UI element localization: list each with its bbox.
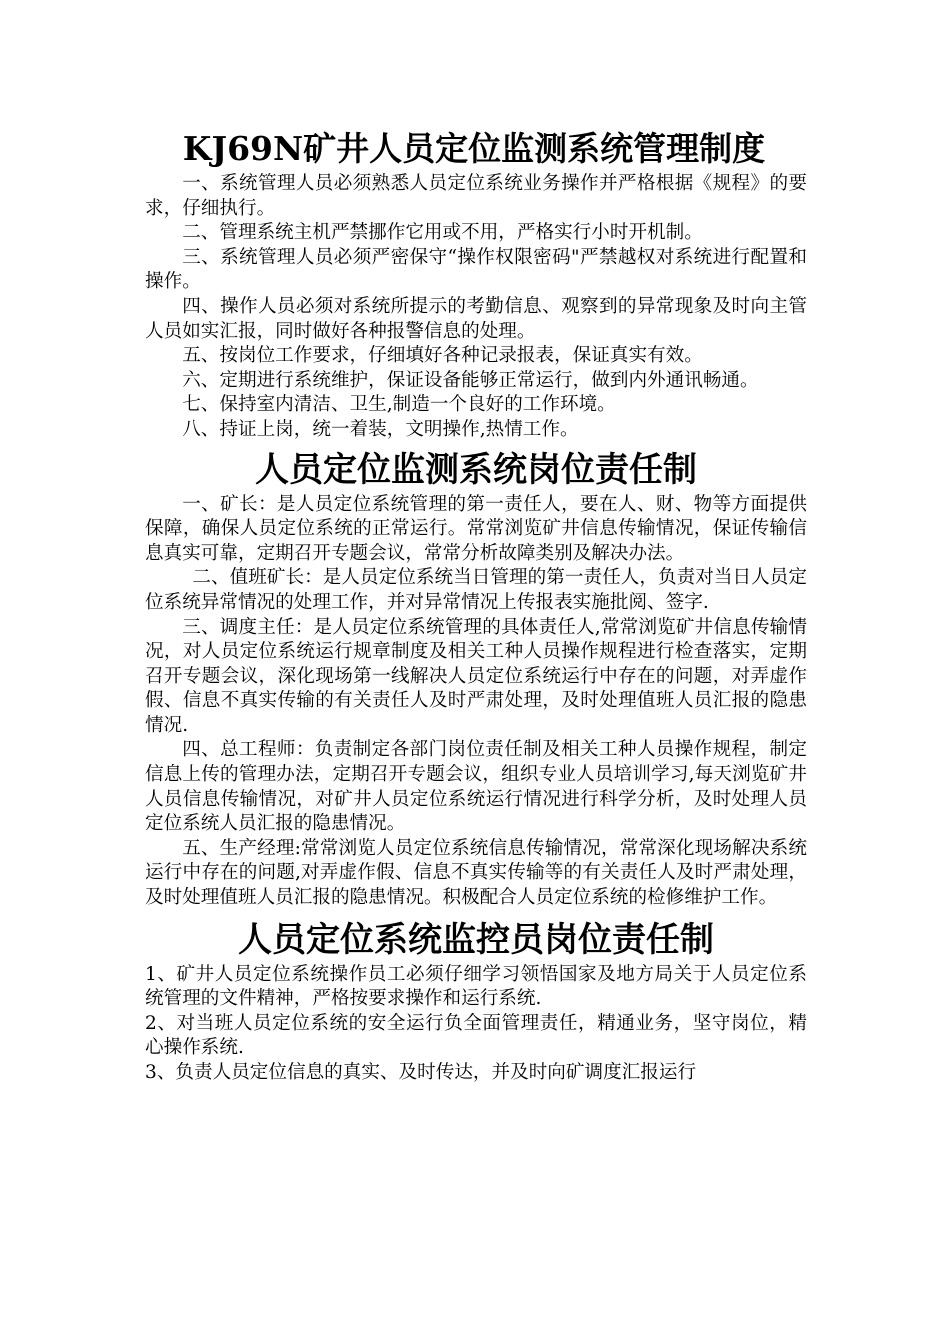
- rule-paragraph: 八、持证上岗，统一着装，文明操作,热情工作。: [182, 418, 579, 440]
- document-page: [145, 126, 807, 1086]
- duty-paragraph: 1、矿井人员定位系统操作员工必须仔细学习领悟国家及地方局关于人员定位系统管理的文件精神，严格按要求操作和运行系统.: [145, 963, 807, 1010]
- responsibility-paragraph: 四、总工程师：负责制定各部门岗位责任制及相关工种人员操作规程，制定信息上传的管理办法，定期召开专题会议，组织专业人员培训学习,每天浏览矿井人员信息传输情况，对矿井人员定位系统运行情况进行科学分析，及时处理人员定位系统人员汇报的隐患情况。: [145, 739, 807, 835]
- rule-paragraph: 二、管理系统主机严禁挪作它用或不用，严格实行小时开机制。: [182, 222, 703, 244]
- rule-paragraph: 五、按岗位工作要求，仔细填好各种记录报表，保证真实有效。: [182, 345, 703, 367]
- rule-paragraph: 六、定期进行系统维护，保证设备能够正常运行，做到内外通讯畅通。: [182, 369, 759, 391]
- management-rules-section: [145, 172, 807, 443]
- section-heading-post-responsibility: 人员定位监测系统岗位责任制: [255, 449, 697, 490]
- responsibility-paragraph: 二、值班矿长：是人员定位系统当日管理的第一责任人，负责对当日人员定位系统异常情况的处理工作，并对异常情况上传报表实施批阅、签字.: [145, 567, 807, 613]
- responsibility-paragraph: 三、调度主任：是人员定位系统管理的具体责任人,常常浏览矿井信息传输情况，对人员定位系统运行规章制度及相关工种人员操作规程进行检查落实，定期召开专题会议，深化现场第一线解决人员定位系统运行中存在的问题，对弄虚作假、信息不真实传输的有关责任人及时严肃处理，及时处理值班人员汇报的隐患情况.: [145, 616, 807, 736]
- duty-paragraph: 2、对当班人员定位系统的安全运行负全面管理责任，精通业务，坚守岗位，精心操作系统.: [145, 1012, 807, 1059]
- rule-paragraph: 四、操作人员必须对系统所提示的考勤信息、观察到的异常现象及时向主管人员如实汇报，同时做好各种报警信息的处理。: [145, 295, 807, 342]
- rule-paragraph: 七、保持室内清洁、卫生,制造一个良好的工作环境。: [182, 394, 616, 416]
- post-responsibility-section: [145, 493, 807, 911]
- rule-paragraph: 一、系统管理人员必须熟悉人员定位系统业务操作并严格根据《规程》的要求，仔细执行。: [145, 173, 807, 219]
- monitor-responsibility-section: [145, 963, 807, 1086]
- section-heading-monitor-responsibility: 人员定位系统监控员岗位责任制: [238, 919, 714, 960]
- responsibility-paragraph: 五、生产经理:常常浏览人员定位系统信息传输情况，常常深化现场解决系统运行中存在的问题,对弄虚作假、信息不真实传输等的有关责任人及时严肃处理，及时处理值班人员汇报的隐患情况。积极配合人员定位系统的检修维护工作。: [145, 837, 807, 909]
- document-title: KJ69N矿井人员定位监测系统管理制度: [182, 129, 766, 168]
- duty-paragraph: 3、负责人员定位信息的真实、及时传达，并及时向矿调度汇报运行: [145, 1062, 697, 1083]
- responsibility-paragraph: 一、矿长：是人员定位系统管理的第一责任人，要在人、财、物等方面提供保障，确保人员定位系统的正常运行。常常浏览矿井信息传输情况，保证传输信息真实可靠，定期召开专题会议，常常分析故障类别及解决办法。: [145, 493, 807, 564]
- rule-paragraph: 三、系统管理人员必须严密保守“操作权限密码"严禁越权对系统进行配置和操作。: [145, 246, 807, 293]
